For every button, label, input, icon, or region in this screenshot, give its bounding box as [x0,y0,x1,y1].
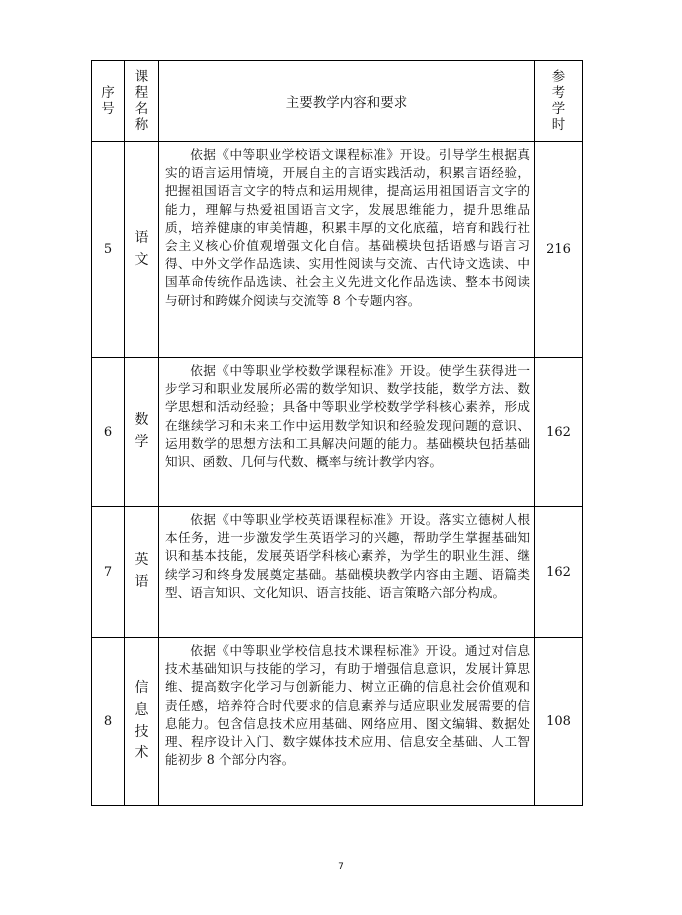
row-seq: 5 [92,142,125,358]
row-hours: 162 [535,358,583,507]
row-course-name: 语文 [125,142,159,358]
row-hours: 108 [535,638,583,806]
row-hours: 162 [535,507,583,638]
row-hours: 216 [535,142,583,358]
row-course-name: 数学 [125,358,159,507]
table-row [92,142,583,358]
header-content: 主要教学内容和要求 [159,61,535,142]
row-content: 依据《中等职业学校语文课程标准》开设。引导学生根据真实的语言运用情境，开展自主的言语实践活动，积累言语经验，把握祖国语言文字的特点和运用规律，提高运用祖国语言文字的能力，理解与热爱祖国语言文字，发展思维能力，提升思维品质，培养健康的审美情趣，积累丰厚的文化底蕴，培育和践行社会主义核心价值观增强文化自信。基础模块包括语感与语言习得、中外文学作品选读、实用性阅读与交流、古代诗文选读、中国革命传统作品选读、社会主义先进文化作品选读、整本书阅读与研讨和跨媒介阅读与交流等 8 个专题内容。 [159,142,535,358]
row-content: 依据《中等职业学校英语课程标准》开设。落实立德树人根本任务，进一步激发学生英语学习的兴趣，帮助学生掌握基础知识和基本技能，发展英语学科核心素养，为学生的职业生涯、继续学习和终身发展奠定基础。基础模块教学内容由主题、语篇类型、语言知识、文化知识、语言技能、语言策略六部分构成。 [159,507,535,638]
row-content: 依据《中等职业学校信息技术课程标准》开设。通过对信息技术基础知识与技能的学习，有助于增强信息意识，发展计算思维、提高数字化学习与创新能力、树立正确的信息社会价值观和责任感，培养符合时代要求的信息素养与适应职业发展需要的信息能力。包含信息技术应用基础、网络应用、图文编辑、数据处理、程序设计入门、数字媒体技术应用、信息安全基础、人工智能初步 8 个部分内容。 [159,638,535,806]
row-seq: 6 [92,358,125,507]
row-course-name: 英语 [125,507,159,638]
row-seq: 7 [92,507,125,638]
row-seq: 8 [92,638,125,806]
table-row [92,507,583,638]
header-row [92,61,583,142]
row-course-name: 信息技术 [125,638,159,806]
table-row [92,358,583,507]
header-seq: 序号 [92,61,125,142]
header-course-name: 课程名称 [125,61,159,142]
page-number: 7 [338,862,344,872]
header-hours: 参考学时 [535,61,583,142]
row-content: 依据《中等职业学校数学课程标准》开设。使学生获得进一步学习和职业发展所必需的数学知识、数学技能，数学方法、数学思想和活动经验；具备中等职业学校数学学科核心素养，形成在继续学习和未来工作中运用数学知识和经验发现问题的意识、运用数学的思想方法和工具解决问题的能力。基础模块包括基础知识、函数、几何与代数、概率与统计教学内容。 [159,358,535,507]
course-table [91,60,583,806]
table-row [92,638,583,806]
